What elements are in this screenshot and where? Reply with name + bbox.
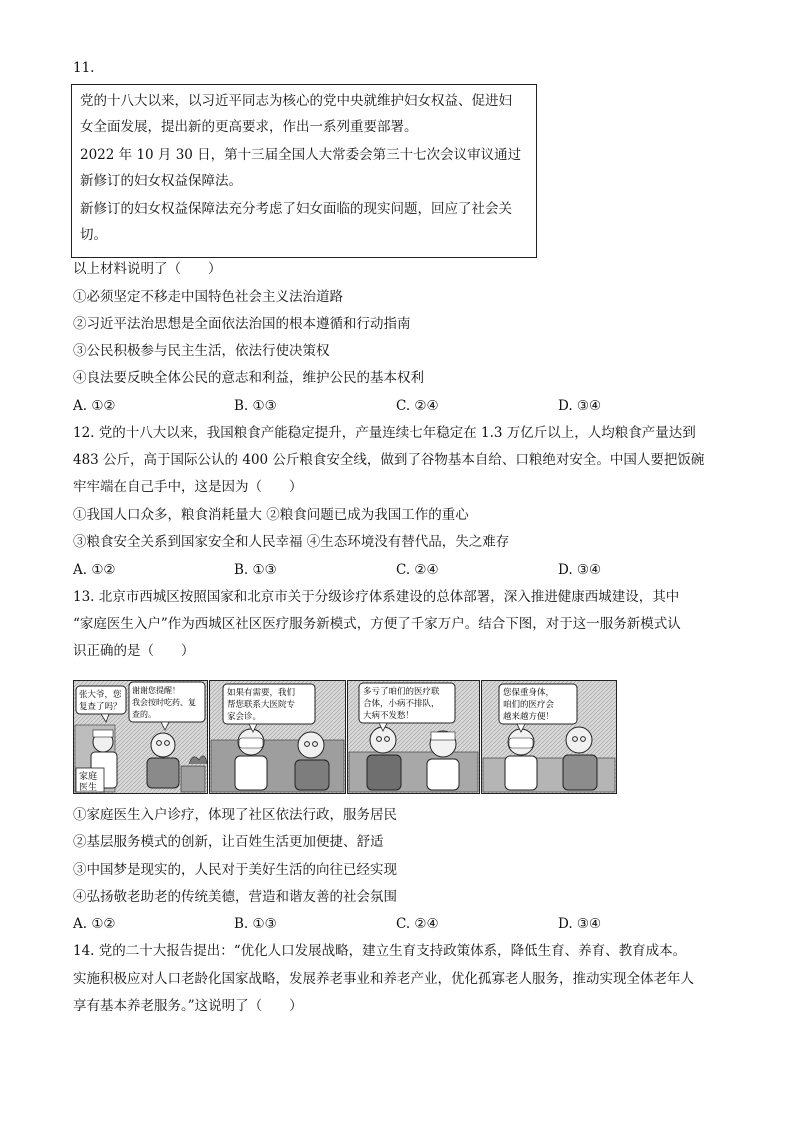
q12-stem-line: 483 公斤，高于国际公认的 400 公斤粮食安全线，做到了谷物基本自给、口粮绝对安全。中国人要把饭碗 xyxy=(73,452,705,468)
q11-item: ③公民积极参与民主生活，依法行使决策权 xyxy=(73,343,330,359)
q12-stem-line: 牢牢端在自己手中，这是因为（ ） xyxy=(73,479,303,495)
q14-stem-line: 实施积极应对人口老龄化国家战略，发展养老事业和养老产业，优化孤寡老人服务，推动实现全体老年人 xyxy=(73,971,694,987)
q12-option-d: D. ③④ xyxy=(558,562,602,578)
q11-item: ②习近平法治思想是全面依法治国的根本遵循和行动指南 xyxy=(73,316,411,332)
q13-item: ③中国梦是现实的，人民对于美好生活的向往已经实现 xyxy=(73,862,397,878)
q12-stem-line: 12. 党的十八大以来，我国粮食产能稳定提升，产量连续七年稳定在 1.3 万亿斤以上，人均粮食产量达到 xyxy=(73,425,696,441)
comic-panel-4 xyxy=(482,681,617,794)
panel1-bubble-a-line: 复查了吗？ xyxy=(79,702,122,712)
panel1-bubble-b-line: 查的。 xyxy=(132,710,156,719)
panel3-bubble-line: 多亏了咱们的医疗联 xyxy=(363,687,440,697)
q11-material-box xyxy=(71,84,537,258)
comic-panel-3 xyxy=(348,681,480,794)
panel2-bubble-line: 如果有需要，我们 xyxy=(227,688,296,698)
panel1-bubble-b-line: 我会按时吃药、复 xyxy=(132,698,196,707)
q13-stem-line: 识正确的是（ ） xyxy=(73,643,195,659)
panel3-bubble-line: 合体，小病不排队， xyxy=(363,699,440,709)
comic-panel-2 xyxy=(210,681,346,794)
panel1-bubble-b-line: 谢谢您提醒！ xyxy=(132,686,180,695)
panel4-bubble-line: 越来越方便！ xyxy=(503,712,555,722)
q13-item: ④弘扬敬老助老的传统美德，营造和谐友善的社会氛围 xyxy=(73,889,397,905)
q13-stem-line: 13. 北京市西城区按照国家和北京市关于分级诊疗体系建设的总体部署，深入推进健康西城建设，其中 xyxy=(73,589,680,605)
family-doctor-comic xyxy=(73,680,617,794)
q14-stem-line: 14. 党的二十大报告提出：“优化人口发展战略，建立生育支持政策体系，降低生育、养育、教育成本。 xyxy=(73,943,687,959)
q12-item: ③粮食安全关系到国家安全和人民幸福 ④生态环境没有替代品，失之难存 xyxy=(73,534,510,550)
q13-item: ①家庭医生入户诊疗，体现了社区依法行政，服务居民 xyxy=(73,807,397,823)
panel4-bubble-line: 咱们的医疗会 xyxy=(503,700,555,710)
q13-option-c: C. ②④ xyxy=(396,916,439,932)
q11-option-c: C. ②④ xyxy=(396,398,439,414)
q12-option-c: C. ②④ xyxy=(396,562,439,578)
q12-item: ①我国人口众多，粮食消耗量大 ②粮食问题已成为我国工作的重心 xyxy=(73,507,469,523)
panel2-bubble-line: 帮您联系大医院专 xyxy=(227,700,296,710)
q13-item: ②基层服务模式的创新，让百姓生活更加便捷、舒适 xyxy=(73,834,384,850)
panel1-label-line: 医生 xyxy=(79,783,98,793)
q12-option-a: A. ①② xyxy=(73,562,116,578)
q11-material-line: 党的十八大以来，以习近平同志为核心的党中央就维护妇女权益、促进妇 xyxy=(80,93,512,109)
panel1-label-line: 家庭 xyxy=(79,772,98,782)
q11-item: ④良法要反映全体公民的意志和利益，维护公民的基本权利 xyxy=(73,370,424,386)
q11-material-line: 新修订的妇女权益保障法充分考虑了妇女面临的现实问题，回应了社会关 xyxy=(80,201,512,217)
q11-option-d: D. ③④ xyxy=(558,398,602,414)
panel1-bubble-a-line: 张大爷，您 xyxy=(79,690,122,700)
panel4-bubble-line: 您保重身体， xyxy=(503,688,555,698)
q13-option-a: A. ①② xyxy=(73,916,116,932)
q12-option-b: B. ①③ xyxy=(234,562,277,578)
q13-option-b: B. ①③ xyxy=(234,916,277,932)
q11-material-line: 2022 年 10 月 30 日，第十三届全国人大常委会第三十七次会议审议通过 xyxy=(80,147,522,163)
panel3-bubble-line: 大病不发愁！ xyxy=(363,711,415,721)
question-11-number: 11. xyxy=(73,60,95,76)
q13-option-d: D. ③④ xyxy=(558,916,602,932)
q11-material-line: 新修订的妇女权益保障法。 xyxy=(80,173,242,189)
panel2-bubble-line: 家会诊。 xyxy=(227,712,262,722)
q13-stem-line: “家庭医生入户”作为西城区社区医疗服务新模式，方便了千家万户。结合下图，对于这一服务新模式认 xyxy=(73,616,681,632)
q11-material-line: 女全面发展，提出新的更高要求，作出一系列重要部署。 xyxy=(80,119,418,135)
q14-stem-line: 享有基本养老服务。”这说明了（ ） xyxy=(73,998,303,1014)
q11-option-b: B. ①③ xyxy=(234,398,277,414)
q11-option-a: A. ①② xyxy=(73,398,116,414)
comic-panel-1 xyxy=(74,681,208,794)
q11-material-line: 切。 xyxy=(80,227,107,243)
q11-item: ①必须坚定不移走中国特色社会主义法治道路 xyxy=(73,289,343,305)
q11-stem: 以上材料说明了（ ） xyxy=(73,261,222,277)
